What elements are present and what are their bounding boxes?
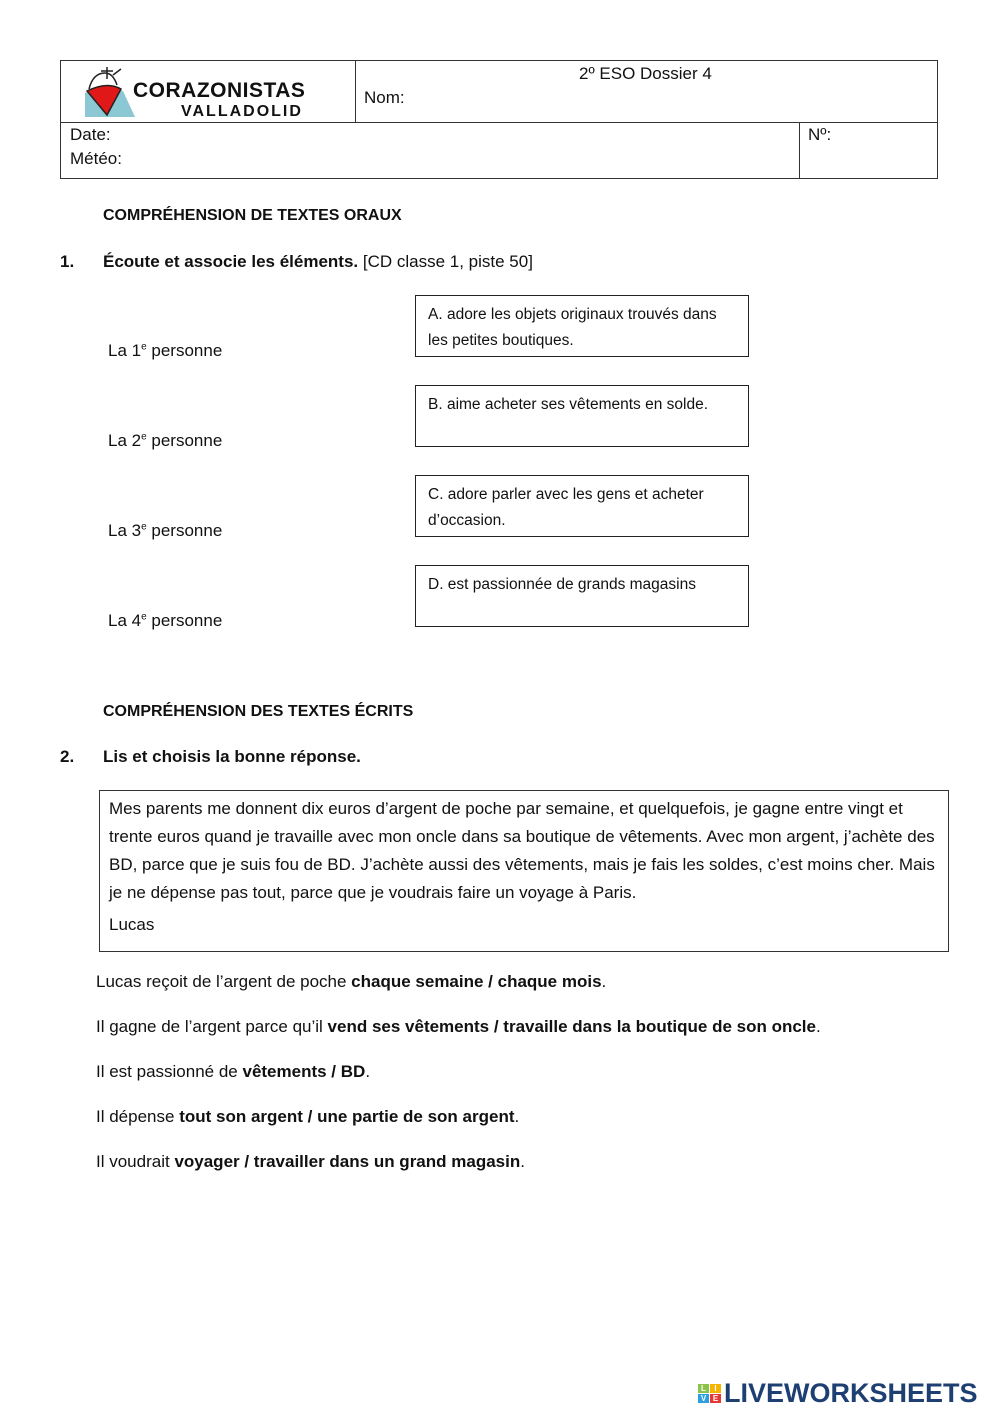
exercise2-number: 2. (60, 747, 75, 766)
meteo-label: Météo: (70, 149, 122, 168)
person-2: La 2e personne (108, 431, 223, 450)
exercise1-number: 1. (60, 252, 75, 271)
header-table (60, 60, 938, 179)
section1-title: COMPRÉHENSION DE TEXTES ORAUX (103, 207, 402, 224)
exercise1-instruction (103, 252, 533, 272)
instruction-source: [CD classe 1, piste 50] (358, 252, 533, 271)
question-3: Il est passionné de vêtements / BD. (96, 1062, 371, 1081)
date-label: Date: (70, 125, 111, 144)
instruction-bold: Écoute et associe les éléments. (103, 252, 359, 271)
section2-title: COMPRÉHENSION DES TEXTES ÉCRITS (103, 703, 414, 720)
question-1: Lucas reçoit de l’argent de poche chaque semaine / chaque mois. (96, 972, 607, 991)
reading-text-box (99, 790, 949, 952)
dossier-label: 2º ESO Dossier 4 (579, 64, 712, 83)
choice[interactable]: vend ses vêtements / travaille dans la boutique de son oncle (327, 1017, 816, 1036)
person-3: La 3e personne (108, 521, 223, 540)
question-5: Il voudrait voyager / travailler dans un grand magasin. (96, 1152, 525, 1171)
option-a-box[interactable]: A. adore les objets originaux trouvés dans les petites boutiques. (415, 295, 749, 357)
exercise2-instruction: Lis et choisis la bonne réponse. (103, 747, 361, 766)
school-emblem-icon (77, 65, 137, 119)
person-1: La 1e personne (108, 341, 223, 360)
logo-line2: VALLADOLID (181, 103, 303, 120)
live-badge-icon: L I V E (698, 1384, 721, 1403)
option-c-box[interactable]: C. adore parler avec les gens et acheter d’occasion. (415, 475, 749, 537)
option-d-box[interactable]: D. est passionnée de grands magasins (415, 565, 749, 627)
nom-label: Nom: (364, 88, 405, 107)
logo-line1: CORAZONISTAS (133, 79, 306, 102)
choice[interactable]: chaque semaine / chaque mois (351, 972, 602, 991)
person-4: La 4e personne (108, 611, 223, 630)
choice[interactable]: vêtements / BD (242, 1062, 366, 1081)
liveworksheets-logo (698, 1378, 978, 1408)
number-label: Nº: (808, 125, 832, 144)
question-4: Il dépense tout son argent / une partie de son argent. (96, 1107, 520, 1126)
reading-signature: Lucas (109, 915, 155, 934)
choice[interactable]: tout son argent / une partie de son argent (179, 1107, 515, 1126)
school-logo (77, 65, 317, 119)
question-2: Il gagne de l’argent parce qu’il vend ses vêtements / travaille dans la boutique de son oncle. (96, 1017, 821, 1036)
liveworksheets-brand: LIVEWORKSHEETS (724, 1377, 978, 1408)
choice[interactable]: voyager / travailler dans un grand magasin (174, 1152, 521, 1171)
option-b-box[interactable]: B. aime acheter ses vêtements en solde. (415, 385, 749, 447)
reading-text: Mes parents me donnent dix euros d’argent de poche par semaine, et quelquefois, je gagne entre vingt et trente euros quand je travaille avec mon oncle dans sa boutique de vêtements. Avec mon argent, j’achète des BD, parce que je suis fou de BD. J’achète aussi des vêtements, mais je fais les soldes, c’est moins cher. Mais je ne dépense pas tout, parce que je voudrais faire un voyage à Paris. (109, 799, 935, 902)
